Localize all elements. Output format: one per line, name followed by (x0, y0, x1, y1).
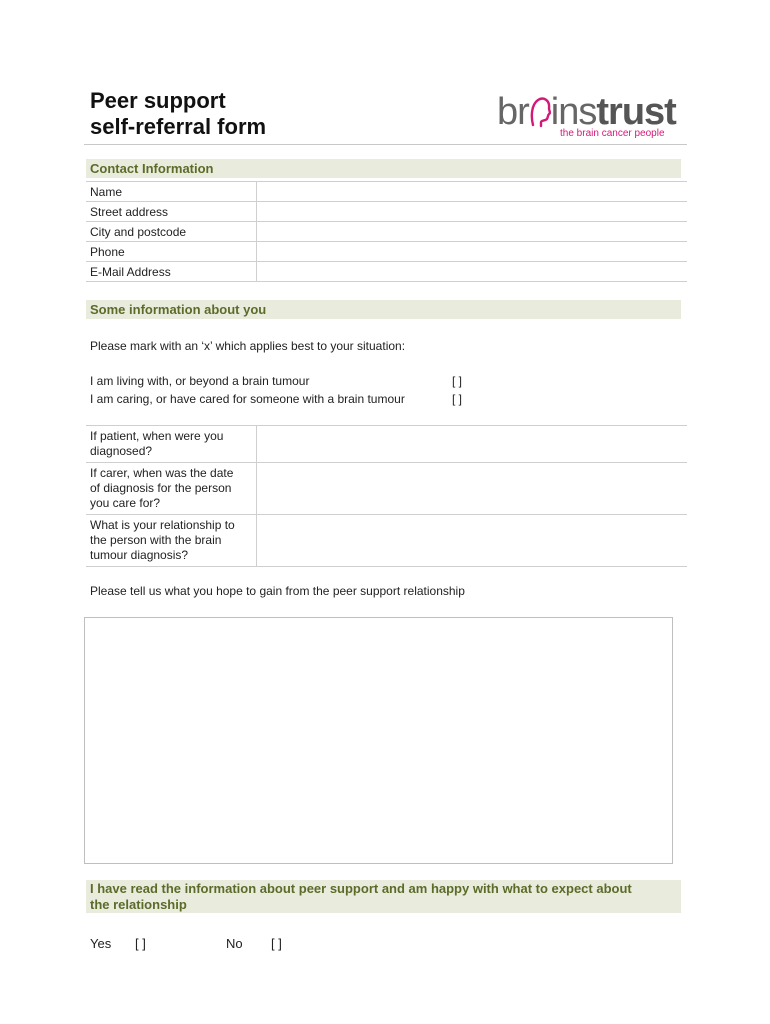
option-patient-label: I am living with, or beyond a brain tumour (90, 374, 310, 388)
field-label-email: E-Mail Address (86, 262, 257, 282)
form-title-line1: Peer support (90, 88, 226, 113)
name-field[interactable] (257, 182, 688, 202)
form-title-line2: self-referral form (90, 114, 267, 139)
confirm-section-heading (86, 880, 681, 913)
contact-section-heading: Contact Information (86, 159, 681, 178)
instruction-text: Please mark with an ‘x’ which applies best to your situation: (90, 339, 406, 353)
form-title (90, 88, 266, 140)
email-field[interactable] (257, 262, 688, 282)
table-row (86, 242, 687, 262)
option-carer-label: I am caring, or have cared for someone with a brain tumour (90, 392, 405, 406)
confirm-line1: I have read the information about peer support and am happy with what to expect about (90, 881, 632, 896)
table-row (86, 182, 687, 202)
phone-field[interactable] (257, 242, 688, 262)
no-checkbox[interactable]: [ ] (271, 936, 282, 951)
field-label-city: City and postcode (86, 222, 257, 242)
header-divider (84, 144, 687, 145)
no-label: No (226, 936, 243, 951)
confirm-line2: the relationship (90, 897, 187, 912)
question-relationship: What is your relationship to the person with the brain tumour diagnosis? (86, 515, 257, 567)
option-carer-checkbox[interactable]: [ ] (452, 392, 463, 406)
about-section-heading: Some information about you (86, 300, 681, 319)
diagnosis-table (86, 425, 687, 567)
gain-response-textarea[interactable] (84, 617, 673, 864)
relationship-field[interactable] (257, 515, 688, 567)
carer-diagnosis-date-field[interactable] (257, 463, 688, 515)
yes-checkbox[interactable]: [ ] (135, 936, 146, 951)
field-label-street: Street address (86, 202, 257, 222)
field-label-name: Name (86, 182, 257, 202)
yes-label: Yes (90, 936, 112, 951)
gain-prompt: Please tell us what you hope to gain from the peer support relationship (90, 584, 465, 598)
contact-table (86, 181, 687, 282)
table-row (86, 262, 687, 282)
question-patient-diagnosed: If patient, when were you diagnosed? (86, 426, 257, 463)
table-row (86, 222, 687, 242)
question-carer-diagnosis-date: If carer, when was the date of diagnosis for the person you care for? (86, 463, 257, 515)
logo-text-br: br (497, 91, 529, 133)
table-row (86, 463, 687, 515)
street-address-field[interactable] (257, 202, 688, 222)
brainstrust-logo (497, 90, 687, 144)
head-profile-icon (529, 95, 551, 129)
logo-text-ins: ins (550, 91, 597, 133)
table-row (86, 202, 687, 222)
patient-diagnosis-date-field[interactable] (257, 426, 688, 463)
table-row (86, 426, 687, 463)
table-row (86, 515, 687, 567)
logo-text-trust: trust (596, 91, 676, 133)
logo-tagline: the brain cancer people (560, 128, 665, 139)
option-patient-checkbox[interactable]: [ ] (452, 374, 463, 388)
city-postcode-field[interactable] (257, 222, 688, 242)
field-label-phone: Phone (86, 242, 257, 262)
